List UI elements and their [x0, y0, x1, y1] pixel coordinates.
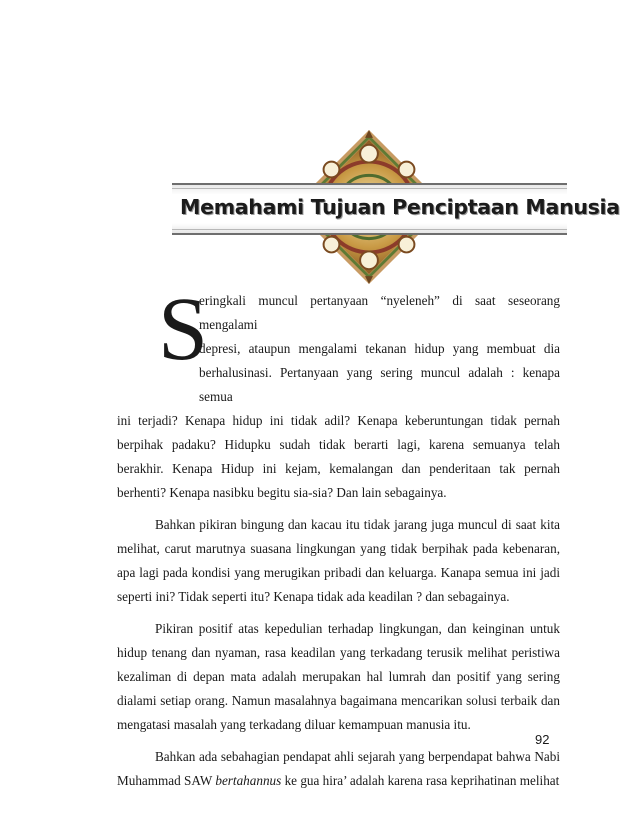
- body-text: [117, 289, 560, 801]
- paragraph-2: Bahkan pikiran bingung dan kacau itu tidak jarang juga muncul di saat kita melihat, carut marutnya suasana lingkungan yang tidak berpihak pada kebenaran, apa lagi pada kondisi yang merugikan pribadi dan keluarga. Kanapa semua ini jadi seperti ini? Tidak seperti itu? Kenapa tidak ada keadilan ? dan sebagainya.: [117, 517, 560, 604]
- lead-line: eringkali muncul pertanyaan “nyeleneh” di saat seseorang mengalami: [199, 293, 560, 332]
- paragraph-1: [117, 289, 560, 505]
- lead-line: depresi, ataupun mengalami tekanan hidup yang membuat dia: [199, 341, 560, 356]
- paragraph-1-rest: ini terjadi? Kenapa hidup ini tidak adil? Kenapa keberuntungan tidak pernah berpihak padaku? Hidupku sudah tidak berarti lagi, karena semuanya telah berakhir. Kenapa Hidup ini kejam, kemalangan dan penderitaan tak pernah berhenti? Kenapa nasibku begitu sia-sia? Dan lain sebagainya.: [117, 413, 560, 500]
- lead-line: berhalusinasi. Pertanyaan yang sering muncul adalah : kenapa semua: [199, 365, 560, 404]
- italic-term: bertahannus: [215, 773, 282, 788]
- drop-cap: S: [158, 280, 209, 379]
- paragraph-3: Pikiran positif atas kepedulian terhadap lingkungan, dan keinginan untuk hidup tenang dan nyaman, rasa keadilan yang terkadang terusik melihat peristiwa kezaliman di depan mata adalah merupakan hal lumrah dan positif yang sering dialami setiap orang. Namun masalahnya bagaimana mencarikan solusi terbaik dan mengatasi masalah yang terkadang diluar kemampuan manusia itu.: [117, 621, 560, 732]
- paragraph-4-end: ke gua hira’ adalah karena rasa keprihatinan melihat: [281, 773, 560, 788]
- paragraph-4-start: Bahkan ada sebahagian pendapat ahli sejarah yang berpendapat bahwa Nabi Muhammad SAW: [117, 749, 560, 788]
- page-number: 92: [535, 732, 550, 747]
- paragraph-4: [117, 745, 560, 793]
- chapter-title: Memahami Tujuan Penciptaan Manusia: [180, 195, 620, 219]
